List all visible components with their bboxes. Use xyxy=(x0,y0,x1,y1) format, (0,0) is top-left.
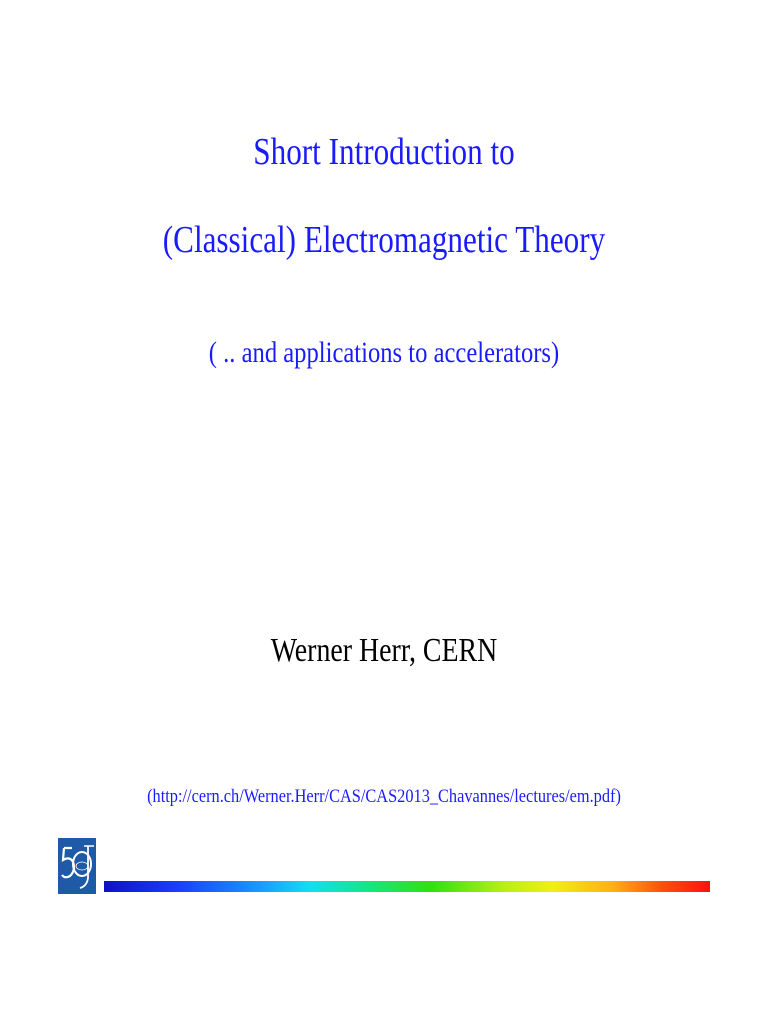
slide-title-line-2: (Classical) Electromagnetic Theory xyxy=(162,219,606,261)
slide-subtitle: ( .. and applications to accelerators) xyxy=(208,336,560,369)
author-name: Werner Herr, CERN xyxy=(270,632,498,669)
lecture-url: (http://cern.ch/Werner.Herr/CAS/CAS2013_Chavannes/lectures/em.pdf) xyxy=(147,786,621,807)
rainbow-divider-bar xyxy=(104,881,710,892)
cern-50-years-logo-icon xyxy=(58,838,96,894)
slide-title-line-1: Short Introduction to xyxy=(253,131,515,173)
